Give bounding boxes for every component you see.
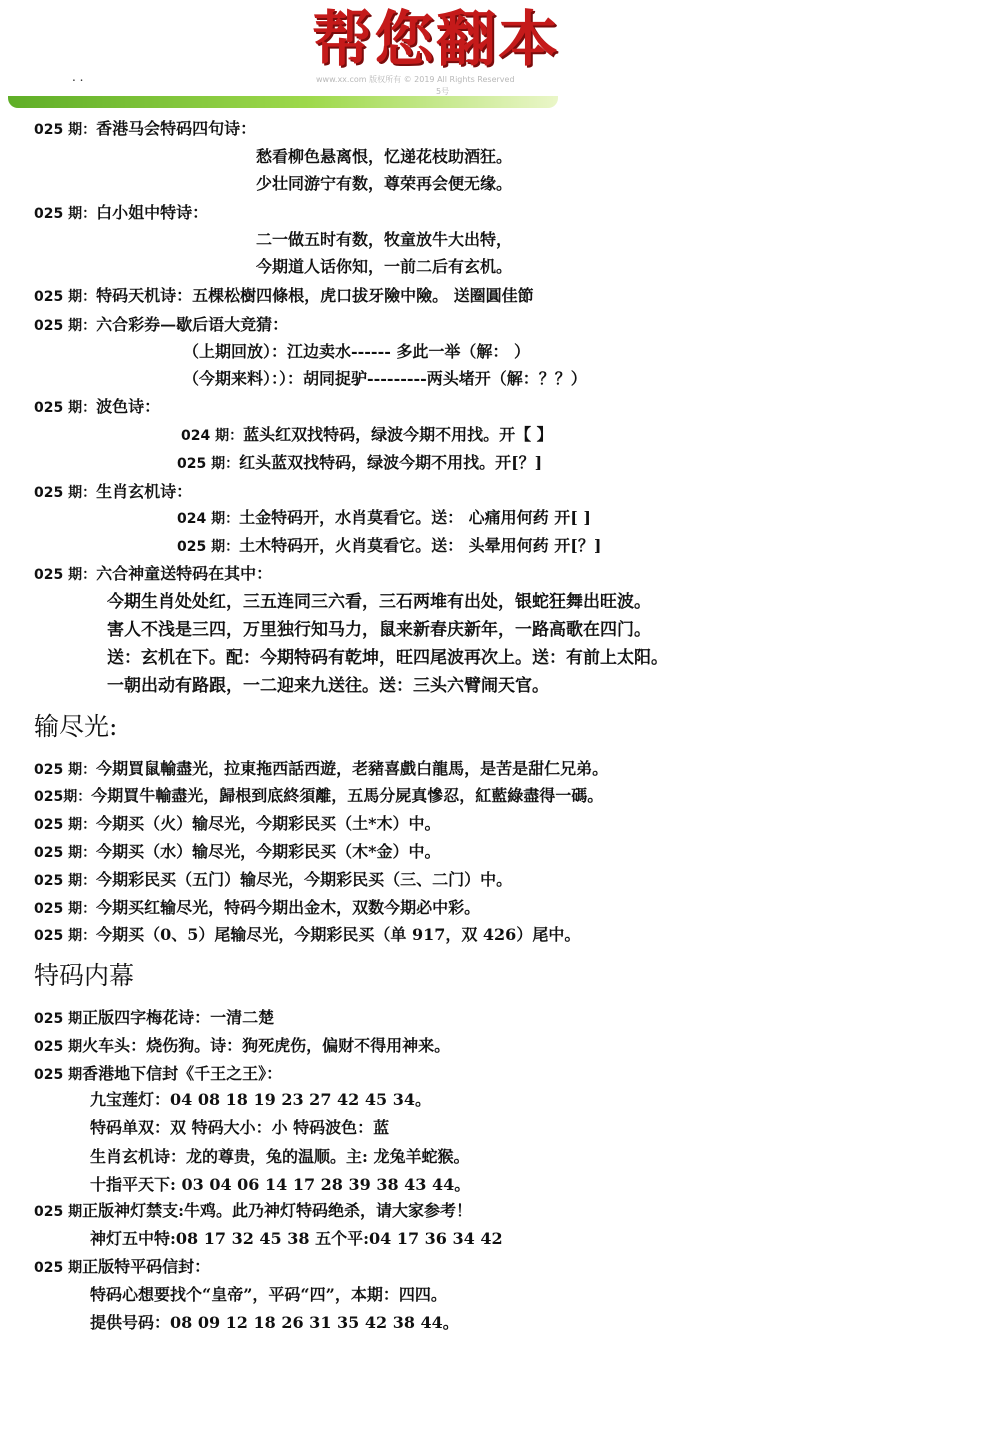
line-s1-8: （上期回放）：江边卖水------ 多此一举（解： ） bbox=[183, 342, 530, 361]
issue-prefix: 024 期： bbox=[181, 428, 244, 444]
line-text: 今期買鼠輸盡光，拉東拖西話西遊，老豬喜戲白龍馬，是苦是甜仁兄弟。 bbox=[96, 759, 609, 778]
line-text: 火车头：烧伤狗。诗：狗死虎伤，偏财不得用神来。 bbox=[82, 1036, 451, 1055]
line-text: 土金特码开，水肖莫看它。送： 心痛用何药 开[ ] bbox=[239, 508, 591, 527]
issue-prefix: 025 期： bbox=[34, 817, 97, 833]
line-s1-19: 送：玄机在下。配：今期特码有乾坤，旺四尾波再次上。送：有前上太阳。 bbox=[107, 648, 668, 668]
line-text: 今期彩民买（五门）输尽光，今期彩民买（三、二门）中。 bbox=[96, 870, 513, 889]
line-s1-13 bbox=[34, 482, 192, 503]
line-s3-5: 生肖玄机诗：龙的尊贵，兔的温顺。主: 龙兔羊蛇猴。 bbox=[90, 1147, 470, 1166]
line-s2-1 bbox=[34, 786, 603, 807]
line-s2-2 bbox=[34, 814, 440, 835]
line-s3-11: 提供号码：08 09 12 18 26 31 35 42 38 44。 bbox=[90, 1313, 459, 1332]
issue-prefix: 025 期 bbox=[34, 1039, 83, 1055]
line-s1-10 bbox=[34, 397, 160, 418]
line-s2-3 bbox=[34, 842, 440, 863]
line-text: 正版四字梅花诗：一清二楚 bbox=[82, 1008, 275, 1027]
line-s1-1: 愁看柳色悬离恨，忆递花枝助酒狂。 bbox=[256, 147, 513, 166]
line-s1-5: 今期道人话你知，一前二后有玄机。 bbox=[256, 257, 513, 276]
line-s3-7 bbox=[34, 1201, 472, 1222]
line-s1-4: 二一做五时有数，牧童放牛大出特， bbox=[256, 230, 513, 249]
issue-prefix: 024 期： bbox=[177, 511, 240, 527]
issue-prefix: 025 期： bbox=[34, 400, 97, 416]
line-s1-9: （今期来料）：）：胡同捉驴---------两头堵开（解：？？） bbox=[183, 369, 587, 388]
issue-prefix: 025 期： bbox=[34, 845, 97, 861]
line-text: 香港地下信封《千王之王》： bbox=[82, 1064, 283, 1083]
issue-prefix: 025 期： bbox=[34, 206, 97, 222]
issue-prefix: 025 期 bbox=[34, 1067, 83, 1083]
line-s3-1 bbox=[34, 1036, 450, 1057]
issue-prefix: 025 期： bbox=[34, 567, 97, 583]
issue-prefix: 025 期： bbox=[34, 928, 97, 944]
line-s1-20: 一朝出动有路跟，一二迎来九送往。送：三头六臂闹天官。 bbox=[107, 676, 549, 696]
line-text: 六合彩券—歇后语大竞猜： bbox=[96, 315, 289, 334]
issue-prefix: 025 期 bbox=[34, 1204, 83, 1220]
line-s3-9 bbox=[34, 1257, 210, 1278]
line-s2-5 bbox=[34, 898, 480, 919]
line-text: 正版神灯禁支:牛鸡。此乃神灯特码绝杀，请大家参考！ bbox=[82, 1201, 473, 1220]
line-s1-7 bbox=[34, 315, 288, 336]
issue-prefix: 025 期： bbox=[34, 762, 97, 778]
line-s3-6: 十指平天下: 03 04 06 14 17 28 39 38 43 44。 bbox=[90, 1175, 471, 1194]
logo-subtext bbox=[316, 74, 556, 98]
issue-prefix: 025 期： bbox=[34, 873, 97, 889]
line-text: 生肖玄机诗： bbox=[96, 482, 193, 501]
issue-prefix: 025 期 bbox=[34, 1260, 83, 1276]
line-s3-0 bbox=[34, 1008, 274, 1029]
green-banner-bar bbox=[8, 96, 558, 108]
line-s2-6 bbox=[34, 925, 580, 946]
line-s1-3 bbox=[34, 203, 208, 224]
line-text: 香港马会特码四句诗： bbox=[96, 119, 257, 138]
section-title-temaneimu: 特码内幕 bbox=[34, 961, 135, 990]
line-s2-0 bbox=[34, 759, 608, 780]
section-title-shujinguang: 输尽光: bbox=[34, 712, 118, 741]
line-text: 今期买（0、5）尾输尽光，今期彩民买（单 917，双 426）尾中。 bbox=[96, 925, 581, 944]
line-s1-2: 少壮同游宁有数，尊荣再会便无缘。 bbox=[256, 174, 513, 193]
line-text: 蓝头红双找特码，绿波今期不用找。开【 】 bbox=[243, 425, 553, 444]
header-dots: . . bbox=[72, 70, 84, 84]
line-s1-12 bbox=[177, 453, 542, 474]
issue-prefix: 025 期 bbox=[34, 1011, 83, 1027]
line-text: 正版特平码信封： bbox=[82, 1257, 211, 1276]
line-text: 红头蓝双找特码，绿波今期不用找。开[？] bbox=[239, 453, 543, 472]
line-s1-11 bbox=[181, 425, 553, 446]
issue-prefix: 025 期： bbox=[34, 901, 97, 917]
issue-prefix: 025 期： bbox=[177, 539, 240, 555]
issue-prefix: 025期： bbox=[34, 789, 92, 805]
line-s3-2 bbox=[34, 1064, 282, 1085]
line-s3-10: 特码心想要找个“皇帝”，平码“四”，本期：四四。 bbox=[90, 1285, 447, 1304]
line-s2-4 bbox=[34, 870, 512, 891]
issue-prefix: 025 期： bbox=[34, 318, 97, 334]
logo: 帮您翻本 bbox=[312, 5, 560, 75]
line-s3-8: 神灯五中特:08 17 32 45 38 五个平:04 17 36 34 42 bbox=[90, 1229, 503, 1248]
line-s1-17: 今期生肖处处红，三五连同三六看，三石两堆有出处，银蛇狂舞出旺波。 bbox=[107, 592, 651, 612]
issue-prefix: 025 期： bbox=[34, 289, 97, 305]
line-s1-6 bbox=[34, 286, 534, 307]
line-text: 今期买红输尽光，特码今期出金木，双数今期必中彩。 bbox=[96, 898, 481, 917]
line-s1-0 bbox=[34, 119, 256, 140]
logo-subtext-line2: 5号 bbox=[436, 87, 450, 96]
issue-prefix: 025 期： bbox=[34, 485, 97, 501]
line-s3-4: 特码单双：双 特码大小：小 特码波色：蓝 bbox=[90, 1118, 390, 1137]
line-s1-14 bbox=[177, 508, 591, 529]
line-text: 今期买（水）输尽光，今期彩民买（木*金）中。 bbox=[96, 842, 441, 861]
logo-subtext-line1: www.xx.com 版权所有 © 2019 All Rights Reserved bbox=[316, 75, 515, 84]
line-text: 特码天机诗：五棵松樹四條根，虎口拔牙險中險。 送圈圓佳節 bbox=[96, 286, 534, 305]
line-text: 六合神童送特码在其中： bbox=[96, 564, 273, 583]
line-text: 今期買牛輸盡光，歸根到底終須離，五馬分屍真慘忍，紅藍綠盡得一碼。 bbox=[91, 786, 604, 805]
issue-prefix: 025 期： bbox=[177, 456, 240, 472]
line-s1-15 bbox=[177, 536, 601, 557]
line-text: 白小姐中特诗： bbox=[96, 203, 209, 222]
issue-prefix: 025 期： bbox=[34, 122, 97, 138]
line-text: 今期买（火）输尽光，今期彩民买（土*木）中。 bbox=[96, 814, 441, 833]
line-s1-18: 害人不浅是三四，万里独行知马力，鼠来新春庆新年，一路高歌在四门。 bbox=[107, 620, 651, 640]
line-text: 波色诗： bbox=[96, 397, 161, 416]
line-text: 土木特码开，火肖莫看它。送： 头晕用何药 开[？] bbox=[239, 536, 602, 555]
line-s1-16 bbox=[34, 564, 272, 585]
line-s3-3: 九宝莲灯：04 08 18 19 23 27 42 45 34。 bbox=[90, 1090, 431, 1109]
